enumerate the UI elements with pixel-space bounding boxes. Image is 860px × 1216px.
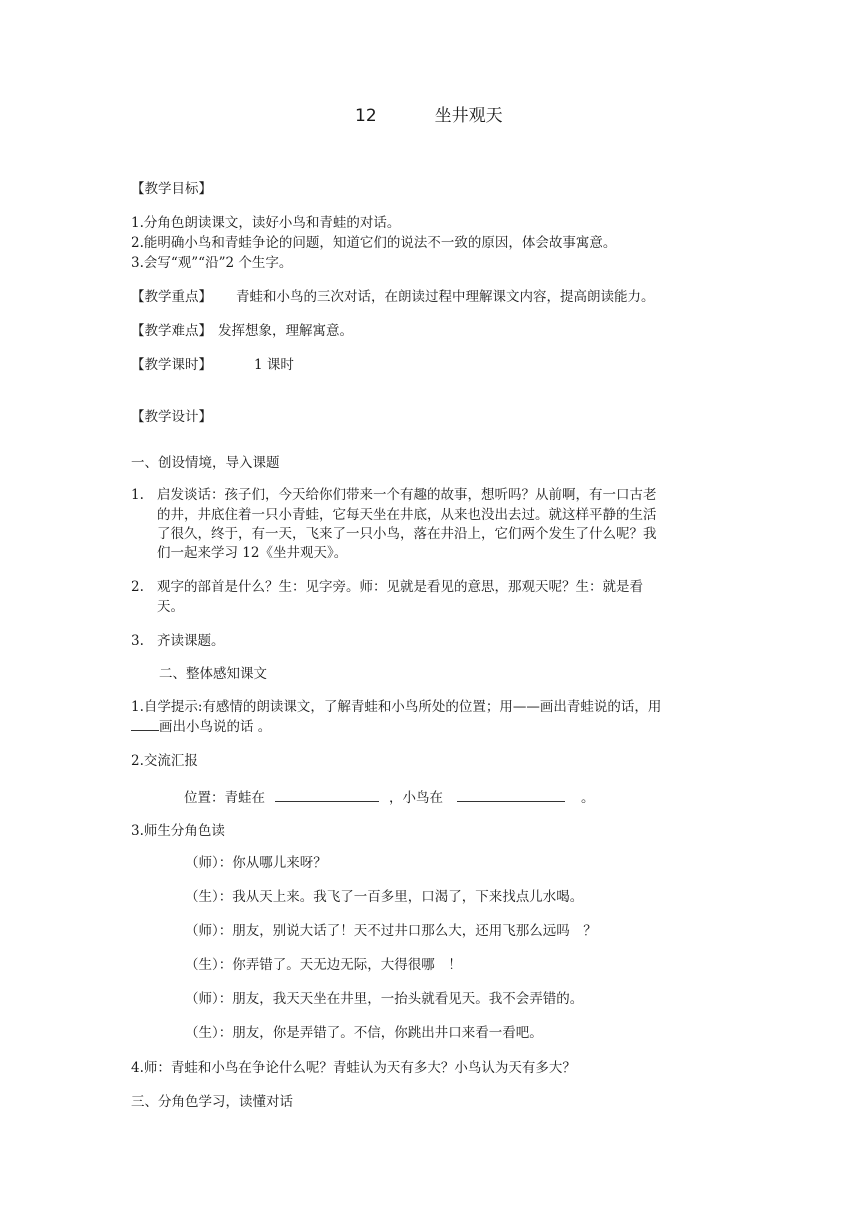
key-points-text: 青蛙和小鸟的三次对话，在朗读过程中理解课文内容，提高朗读能力。: [236, 289, 655, 305]
section2-title: 二、整体感知课文: [159, 666, 267, 682]
section1-title: 一、创设情境，导入课题: [131, 455, 280, 471]
key-points: [131, 287, 655, 307]
dialogue-line: [185, 921, 597, 941]
position-suffix: 。: [581, 790, 595, 806]
section2-p1-line1: 1.自学提示:有感情的朗读课文，了解青蛙和小鸟所处的位置；用——画出青蛙说的话，用: [131, 699, 662, 715]
dialogue-line: [185, 955, 462, 975]
section2-p2: 2.交流汇报: [131, 753, 198, 769]
section1-item2-num: 2.: [131, 579, 144, 595]
section2-p3: 3.师生分角色读: [131, 823, 225, 839]
objective-item: 3.会写“观”“沿”2 个生字。: [131, 255, 293, 271]
position-middle: ，小鸟在: [389, 790, 443, 806]
frog-position-blank: [275, 787, 379, 802]
objective-item: 2.能明确小鸟和青蛙争论的问题，知道它们的说法不一致的原因，体会故事寓意。: [131, 235, 617, 251]
section1-item1-line: 了很久，终于，有一天，飞来了一只小鸟，落在井沿上，它们两个发生了什么呢？我: [157, 526, 657, 542]
bird-position-blank: [457, 787, 565, 802]
dialogue-role: （师）: [185, 855, 219, 871]
section1-item1-line: 启发谈话：孩子们，今天给你们带来一个有趣的故事，想听吗？从前啊，有一口古老: [157, 487, 657, 503]
dialogue-role: （生）: [185, 889, 219, 905]
class-hours-text: 1 课时: [254, 357, 294, 373]
difficulties: [131, 321, 353, 341]
section1-item1-line: 们一起来学习 12《坐井观天》。: [157, 545, 348, 561]
section2-p4: 4.师：青蛙和小鸟在争论什么呢？青蛙认为天有多大？小鸟认为天有多大？: [131, 1060, 576, 1076]
section1-item3-num: 3.: [131, 633, 144, 649]
dialogue-text: ：你从哪儿来呀？: [218, 855, 327, 871]
class-hours: [131, 355, 294, 375]
class-hours-label: 【教学课时】: [131, 357, 212, 373]
section1-item2-line: 天。: [157, 599, 184, 615]
key-points-label: 【教学重点】: [131, 289, 212, 305]
design-heading: 【教学设计】: [131, 409, 212, 425]
dialogue-line: [185, 887, 583, 907]
dialogue-text: ：你弄错了。天无边无际，大得很哪 ！: [218, 957, 462, 973]
underline-blank: [131, 718, 159, 731]
section3-title: 三、分角色学习，读懂对话: [131, 1094, 293, 1110]
objective-item: 1.分角色朗读课文，读好小鸟和青蛙的对话。: [131, 215, 401, 231]
section1-item3-text: 齐读课题。: [157, 633, 225, 649]
lesson-title: 坐井观天: [434, 106, 503, 126]
dialogue-text: ：朋友，你是弄错了。不信，你跳出井口来看一看吧。: [218, 1025, 543, 1041]
section1-item1-num: 1.: [131, 487, 144, 503]
section1-item2-line: 观字的部首是什么？生：见字旁。师：见就是看见的意思，那观天呢？生：就是看: [157, 579, 643, 595]
dialogue-text: ：朋友，我天天坐在井里，一抬头就看见天。我不会弄错的。: [218, 991, 584, 1007]
dialogue-text: ：朋友，别说大话了！天不过井口那么大，还用飞那么远吗 ？: [218, 923, 597, 939]
lesson-number: 12: [355, 106, 377, 126]
page-title: [355, 106, 503, 126]
position-prefix: 位置：青蛙在: [184, 790, 265, 806]
dialogue-text: ：我从天上来。我飞了一百多里，口渴了，下来找点儿水喝。: [218, 889, 584, 905]
dialogue-role: （师）: [185, 991, 219, 1007]
position-line: [184, 787, 595, 808]
dialogue-line: [185, 853, 327, 873]
dialogue-role: （师）: [185, 923, 219, 939]
section1-item1-line: 的井，井底住着一只小青蛙，它每天坐在井底，从来也没出去过。就这样平静的生活: [157, 507, 657, 523]
dialogue-role: （生）: [185, 1025, 219, 1041]
difficulties-text: 发挥想象，理解寓意。: [218, 323, 353, 339]
dialogue-line: [185, 989, 583, 1009]
section2-p1-line2: [131, 717, 271, 737]
objectives-heading: 【教学目标】: [131, 181, 212, 197]
dialogue-line: [185, 1023, 543, 1043]
difficulties-label: 【教学难点】: [131, 323, 212, 339]
section2-p1-line2-text: 画出小鸟说的话 。: [159, 719, 272, 735]
dialogue-role: （生）: [185, 957, 219, 973]
